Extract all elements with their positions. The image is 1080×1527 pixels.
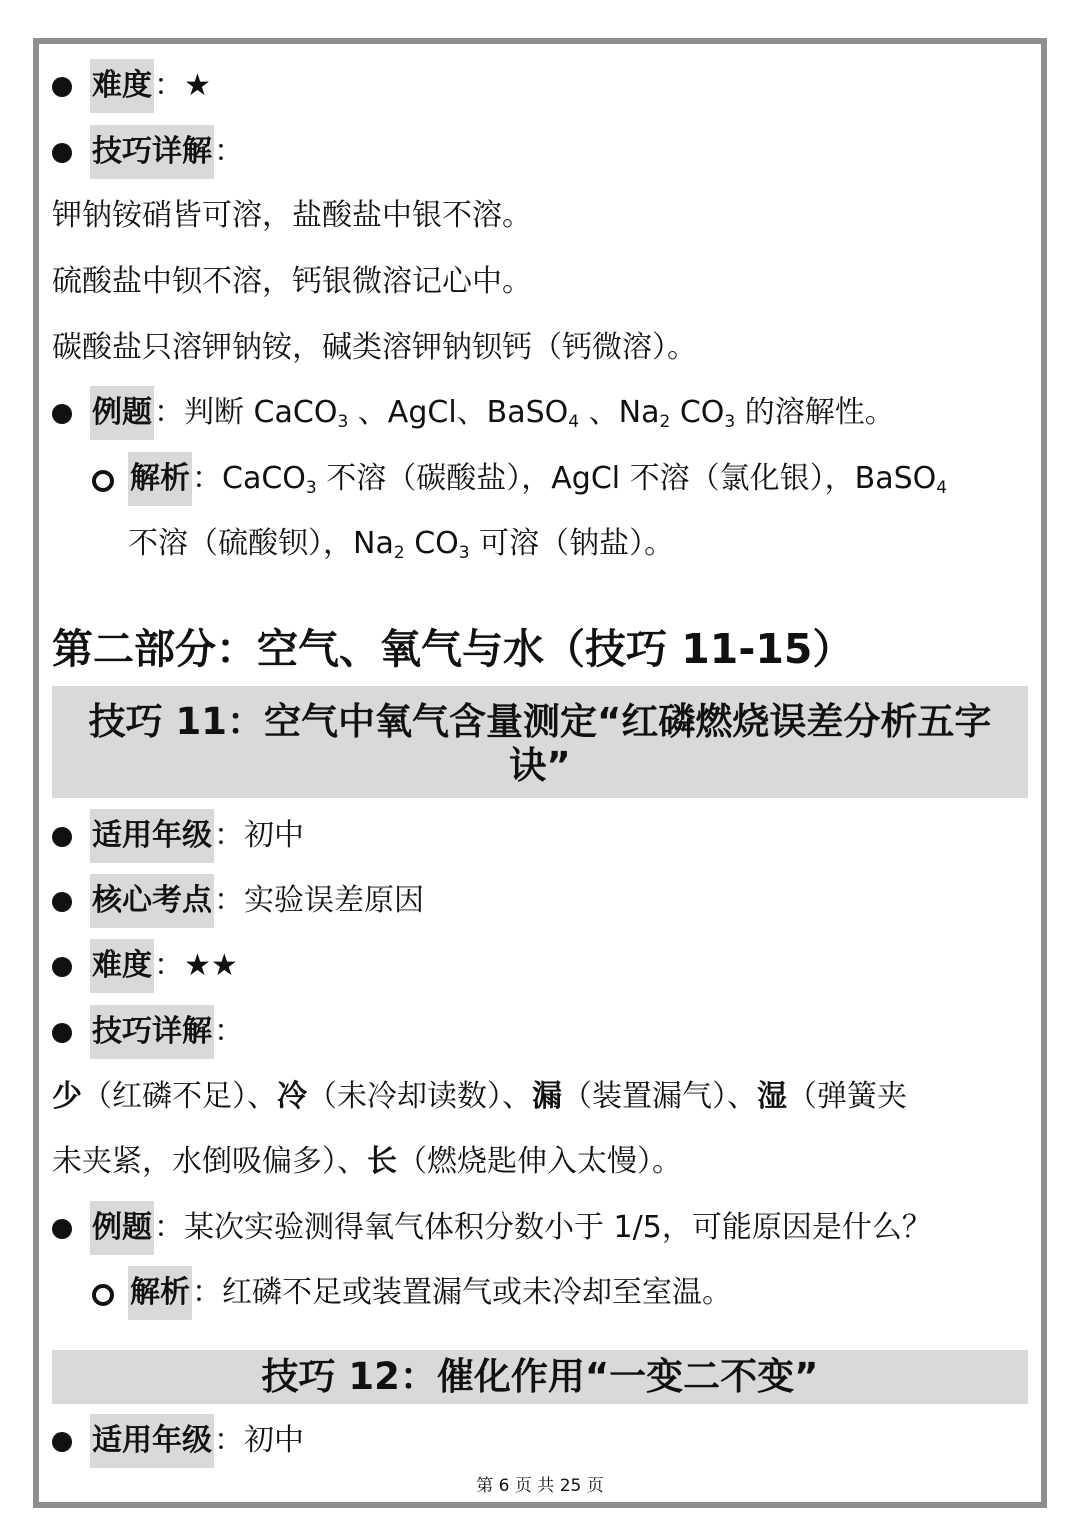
bullet-dot [52,892,72,912]
detail-tag: 技巧详解 [90,1005,214,1059]
bullet-dot [52,77,72,97]
page-content: 难度：★ 技巧详解： 钾钠铵硝皆可溶，盐酸盐中银不溶。 硫酸盐中钡不溶，钙银微溶记心中。 碳酸盐只溶钾钠铵，碱类溶钾钠钡钙（钙微溶）。 例题：判断 CaCO$_3$ 、AgCl、BaSO$_4$ 、$Na_2$ $CO_3$ 的溶解性。 解析：CaCO$_3$ 不溶（碳酸盐），AgCl 不溶（氯化银），BaSO$_4$ 不溶（硫酸钡），$Na_2$ $CO_3$ 可溶（钠盐）。 第二部分：空气、氧气与水（技巧 11-15） 技巧 11：空气中氧气含量测定“红磷燃烧误差分析五字 诀” 适用年级：初中 核心考点：实验误差原因 难度：★★ 技巧详解： 少（红磷不足）、冷（未冷却读数）、漏（装置漏气）、湿（弹簧夹 未夹紧，水倒吸偏多）、长（燃烧匙伸入太慢）。 例题：某次实验测得氧气体积分数小于 1/5，可能原因是什么？ 解析：红磷不足或装置漏气或未冷却至室温。 技巧 12：催化作用“一变二不变” 适用年级：初中 第 6 页 共 25 页 [0,0,1080,1527]
part-heading: 第二部分：空气、氧气与水（技巧 11-15） [52,625,854,673]
example-tag: 例题 [90,386,154,440]
detail-line-2: 未夹紧，水倒吸偏多）、长（燃烧匙伸入太慢）。 [52,1144,682,1179]
bullet-circle [92,470,114,492]
bullet-dot [52,143,72,163]
detail-line-1: 少（红磷不足）、冷（未冷却读数）、漏（装置漏气）、湿（弹簧夹 [52,1079,907,1114]
page-number-footer: 第 6 页 共 25 页 [476,1476,604,1496]
rule-line-3: 碳酸盐只溶钾钠铵，碱类溶钾钠钡钙（钙微溶）。 [52,330,697,365]
bullet-dot [52,1432,72,1452]
answer-continuation: 不溶（硫酸钡），$Na_2$ $CO_3$ 可溶（钠盐）。 [128,526,675,563]
bullet-dot [52,827,72,847]
rule-line-2: 硫酸盐中钡不溶，钙银微溶记心中。 [52,264,532,299]
grade-tag: 适用年级 [90,1414,214,1468]
rule-line-1: 钾钠铵硝皆可溶，盐酸盐中银不溶。 [52,198,532,233]
bullet-dot [52,1219,72,1239]
bullet-dot [52,957,72,977]
detail-tag: 技巧详解 [90,125,214,179]
tip12-title-band: 技巧 12：催化作用“一变二不变” [52,1350,1028,1404]
answer-tag: 解析 [128,1266,192,1320]
tip11-title-band [52,686,1028,798]
difficulty-tag: 难度 [90,939,154,993]
difficulty-value: ：★ [154,68,211,103]
bullet-dot [52,1023,72,1043]
bullet-dot [52,404,72,424]
bullet-circle [92,1284,114,1306]
difficulty-tag: 难度 [90,59,154,113]
core-tag: 核心考点 [90,874,214,928]
example-tag: 例题 [90,1201,154,1255]
tip11-title-line-2: 诀” [509,744,571,787]
grade-tag: 适用年级 [90,809,214,863]
tip11-title-line-1: 技巧 11：空气中氧气含量测定“红磷燃烧误差分析五字 [88,700,992,743]
answer-tag: 解析 [128,452,192,506]
